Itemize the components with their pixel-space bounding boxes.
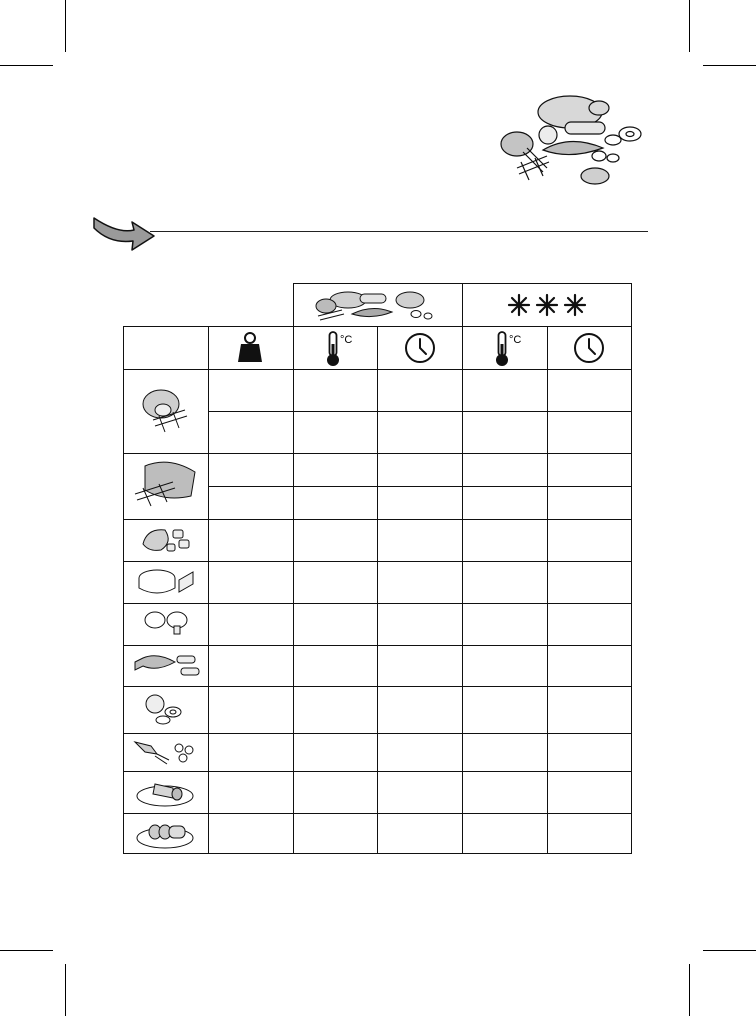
celsius-label: °C [340,334,353,346]
meat-on-rack-icon [135,462,195,506]
apple-rings-icon [146,695,181,724]
cheese-wheel-icon [139,570,193,593]
mushrooms-icon [145,612,187,634]
three-snowflakes-icon [509,295,585,315]
fish-and-fillets-icon [135,656,199,675]
rolled-meat-on-plate-icon [137,784,193,806]
poultry-pieces-icon [143,530,189,551]
food-assortment-icon [316,292,432,320]
ham-roast-on-rack-icon [143,390,187,432]
celsius-label: °C [509,334,522,346]
sliced-roll-on-plate-icon [137,825,193,848]
clock-icon-frozen [575,334,603,362]
squid-and-rings-icon [135,742,193,764]
clock-icon-fresh [406,334,434,362]
thermometer-celsius-icon-fresh [327,332,352,366]
thermometer-celsius-icon-frozen [496,332,521,366]
weight-icon [238,333,262,362]
